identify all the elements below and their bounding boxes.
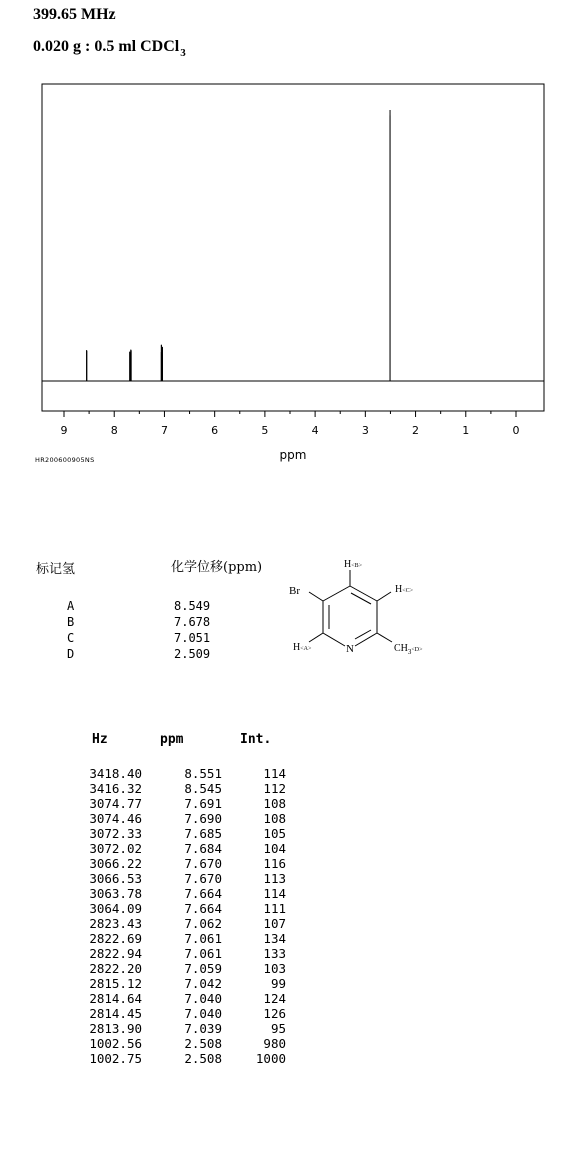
x-tick-label: 8 (110, 424, 118, 437)
peak-table-value: 7.059 (184, 961, 222, 976)
peak-table-value: 105 (263, 826, 286, 841)
nmr-spectrum-chart (0, 70, 570, 470)
peak-table-value: 108 (263, 811, 286, 826)
peak-table-header: Hz (92, 732, 108, 747)
peak-table-value: 124 (263, 991, 286, 1006)
ch3-d-label: $CH_3^{<D>}$ (394, 643, 423, 656)
bond (377, 633, 392, 642)
peak-table-value: 107 (263, 916, 286, 931)
peak-table-cell (60, 841, 286, 856)
peak-table-value: 7.042 (184, 976, 222, 991)
x-axis-label: ppm (279, 448, 307, 462)
peak-table-cell (60, 901, 286, 916)
peak-table-value: 3074.77 (89, 796, 142, 811)
assignment-label: A (67, 599, 75, 613)
peak-table-value: 7.670 (184, 871, 222, 886)
assignment-shift: 7.678 (174, 615, 211, 629)
peak-table-value: 104 (263, 841, 286, 856)
peak-table-cell (60, 886, 286, 901)
atom-br: Br (289, 585, 300, 597)
bond (355, 633, 377, 646)
x-tick-label: 5 (261, 424, 269, 437)
x-tick-label: 2 (412, 424, 420, 437)
peak-table-value: 7.664 (184, 901, 222, 916)
peak-table-value: 134 (263, 931, 286, 946)
peak-table-value: 7.039 (184, 1021, 222, 1036)
assignment-shift: 2.509 (174, 647, 211, 661)
peak-table-cell (60, 961, 286, 976)
peak-table-cell (60, 766, 286, 781)
assignment-label: D (67, 647, 75, 661)
peak-table-value: 113 (263, 871, 286, 886)
peak-table-value: 3064.09 (89, 901, 142, 916)
x-tick-label: 7 (160, 424, 168, 437)
peak-table-cell (60, 1006, 286, 1021)
peak-table-value: 7.691 (184, 796, 222, 811)
peak-table-value: 2822.94 (89, 946, 142, 961)
peak-table-value: 95 (270, 1021, 286, 1036)
bond (309, 633, 323, 642)
peak-table-cell (60, 976, 286, 991)
peak-table-cell (60, 811, 286, 826)
peak-table-cell (60, 1021, 286, 1036)
peak-table-value: 7.040 (184, 1006, 222, 1021)
x-tick-label: 4 (311, 424, 319, 437)
peak-table-header: Int. (240, 732, 272, 747)
peak-table-cell (60, 1036, 286, 1051)
bond (323, 633, 345, 646)
x-tick-label: 9 (60, 424, 68, 437)
peak-table-value: 99 (270, 976, 286, 991)
peak-table-value: 3072.33 (89, 826, 142, 841)
peak-table-value: 2822.69 (89, 931, 142, 946)
peak-table-value: 7.670 (184, 856, 222, 871)
peak-table-value: 2823.43 (89, 916, 142, 931)
peak-table-value: 2813.90 (89, 1021, 142, 1036)
peak-table-value: 7.061 (184, 946, 222, 961)
assignment-shift: 8.549 (174, 599, 211, 613)
peak-table-value: 114 (263, 886, 286, 901)
peak-table-value: 7.040 (184, 991, 222, 1006)
peak-table-value: 2815.12 (89, 976, 142, 991)
sample-concentration-text: 0.020 g : 0.5 ml CDCl (33, 38, 180, 55)
peak-table-value: 2814.45 (89, 1006, 142, 1021)
peak-table-value: 980 (263, 1036, 286, 1051)
double-bond (351, 593, 371, 604)
peak-table-value: 3066.53 (89, 871, 142, 886)
peak-table-value: 3418.40 (89, 766, 142, 781)
peak-table-value: 7.690 (184, 811, 222, 826)
peak-table-value: 116 (263, 856, 286, 871)
peak-table-cell (60, 796, 286, 811)
x-tick-label: 0 (512, 424, 520, 437)
assignment-shift-header: 化学位移(ppm) (171, 560, 263, 575)
peak-table-value: 133 (263, 946, 286, 961)
peak-table-value: 7.664 (184, 886, 222, 901)
peak-table-value: 1002.75 (89, 1051, 142, 1066)
peak-table-cell (60, 1051, 286, 1066)
spectrometer-frequency: 399.65 MHz (33, 6, 116, 23)
peak-table-value: 3074.46 (89, 811, 142, 826)
peak-table-value: 3063.78 (89, 886, 142, 901)
peak-table-value: 7.684 (184, 841, 222, 856)
peak-table-value: 112 (263, 781, 286, 796)
peak-table-cell (60, 931, 286, 946)
peak-table-cell (60, 781, 286, 796)
bond (377, 592, 391, 601)
peak-table-value: 108 (263, 796, 286, 811)
pyridine-ring (309, 570, 392, 646)
peak-table-value: 2.508 (184, 1036, 222, 1051)
peak-table-value: 3072.02 (89, 841, 142, 856)
peak-table-value: 7.061 (184, 931, 222, 946)
peak-table-value: 7.062 (184, 916, 222, 931)
peak-table-cell (60, 826, 286, 841)
h-b-label: H<B> (344, 559, 363, 570)
peak-table-cell (60, 856, 286, 871)
peak-table-value: 2822.20 (89, 961, 142, 976)
peak-table-value: 103 (263, 961, 286, 976)
bond (323, 586, 350, 601)
peak-table-cell (60, 871, 286, 886)
peak-table-value: 1002.56 (89, 1036, 142, 1051)
atom-n: N (346, 643, 354, 655)
molecule-structure (275, 559, 465, 690)
peak-table-value: 111 (263, 901, 286, 916)
spectrum-code: HR200600905NS (35, 456, 95, 464)
plot-frame (42, 84, 544, 411)
peak-table-cell (60, 916, 286, 931)
peak-table-value: 7.685 (184, 826, 222, 841)
assignment-shift: 7.051 (174, 631, 211, 645)
peak-table-value: 2.508 (184, 1051, 222, 1066)
bond (309, 592, 323, 601)
x-tick-label: 1 (462, 424, 470, 437)
peak-table-value: 114 (263, 766, 286, 781)
peak-table-cell (60, 991, 286, 1006)
x-tick-label: 3 (361, 424, 369, 437)
sample-concentration (33, 38, 186, 59)
assignment-label: B (67, 615, 75, 629)
peak-table-value: 126 (263, 1006, 286, 1021)
sample-subscript: 3 (180, 47, 186, 59)
peak-table-value: 1000 (255, 1051, 286, 1066)
assignment-label-header: 标记氢 (36, 562, 76, 577)
peak-table-cell (60, 946, 286, 961)
assignment-label: C (67, 631, 75, 645)
x-tick-label: 6 (211, 424, 219, 437)
peak-table-value: 8.551 (184, 766, 222, 781)
bond (350, 586, 377, 601)
peak-table-value: 3416.32 (89, 781, 142, 796)
peak-table-header: ppm (160, 732, 184, 747)
peak-table-value: 8.545 (184, 781, 222, 796)
peak-table-value: 3066.22 (89, 856, 142, 871)
h-c-label: H<C> (395, 584, 414, 595)
x-axis-ticks (61, 411, 520, 437)
peak-table-value: 2814.64 (89, 991, 142, 1006)
h-a-label: H<A> (293, 642, 312, 653)
spectrum-peaks (87, 110, 390, 381)
